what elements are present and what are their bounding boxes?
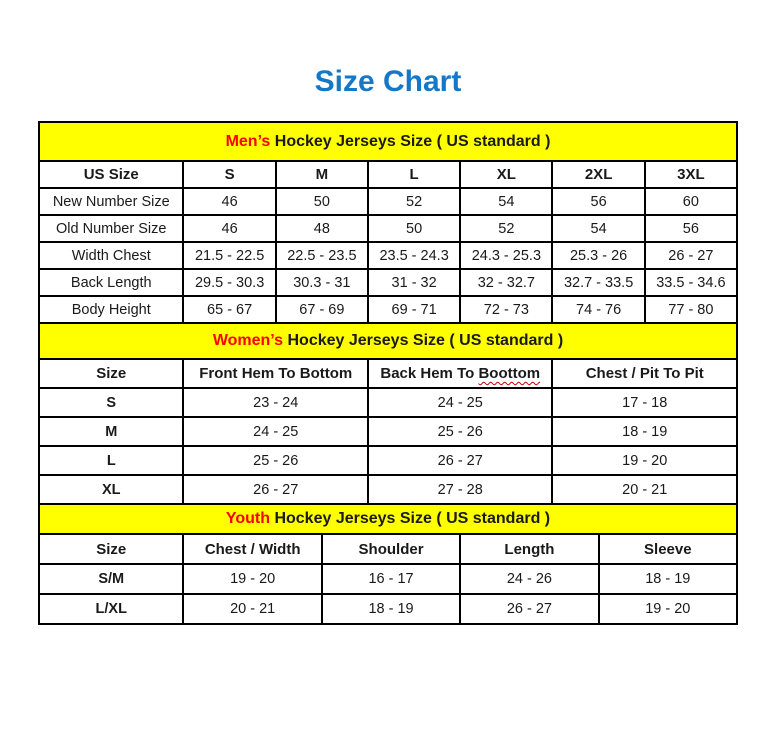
mens-banner-highlight: Men’s bbox=[225, 132, 271, 150]
size-value-cell: 65 - 67 bbox=[183, 296, 275, 323]
table-row bbox=[39, 188, 737, 215]
column-header-s: S bbox=[183, 161, 275, 188]
size-value-cell: 17 - 18 bbox=[552, 388, 737, 417]
size-value-cell: 54 bbox=[552, 215, 644, 242]
row-label: Width Chest bbox=[39, 242, 183, 269]
size-value-cell: 23.5 - 24.3 bbox=[368, 242, 460, 269]
youth-banner-rest: Hockey Jerseys Size ( US standard ) bbox=[270, 510, 551, 527]
size-value-cell: 26 - 27 bbox=[645, 242, 737, 269]
column-header-size: Size bbox=[39, 359, 183, 388]
back-hem-misspelled-word: Boottom bbox=[478, 365, 541, 382]
size-value-cell: 77 - 80 bbox=[645, 296, 737, 323]
youth-header-row bbox=[39, 534, 737, 564]
womens-size-table bbox=[38, 322, 738, 505]
size-value-cell: 52 bbox=[368, 188, 460, 215]
womens-banner-rest: Hockey Jerseys Size ( US standard ) bbox=[283, 332, 564, 349]
size-value-cell: 74 - 76 bbox=[552, 296, 644, 323]
row-label: Body Height bbox=[39, 296, 183, 323]
size-value-cell: 25 - 26 bbox=[183, 446, 368, 475]
mens-banner-rest: Hockey Jerseys Size ( US standard ) bbox=[270, 132, 551, 150]
row-label: M bbox=[39, 417, 183, 446]
size-value-cell: 16 - 17 bbox=[322, 564, 460, 594]
size-value-cell: 52 bbox=[460, 215, 552, 242]
size-value-cell: 24.3 - 25.3 bbox=[460, 242, 552, 269]
row-label: New Number Size bbox=[39, 188, 183, 215]
row-label: Old Number Size bbox=[39, 215, 183, 242]
size-value-cell: 26 - 27 bbox=[368, 446, 553, 475]
womens-section-banner bbox=[39, 323, 737, 359]
size-value-cell: 27 - 28 bbox=[368, 475, 553, 504]
size-value-cell: 48 bbox=[276, 215, 368, 242]
column-header-m: M bbox=[276, 161, 368, 188]
table-row bbox=[39, 594, 737, 624]
column-header-chest-pit: Chest / Pit To Pit bbox=[552, 359, 737, 388]
table-row bbox=[39, 475, 737, 504]
size-value-cell: 50 bbox=[276, 188, 368, 215]
size-value-cell: 54 bbox=[460, 188, 552, 215]
youth-size-table bbox=[38, 503, 738, 625]
size-value-cell: 25 - 26 bbox=[368, 417, 553, 446]
womens-header-row bbox=[39, 359, 737, 388]
size-value-cell: 46 bbox=[183, 215, 275, 242]
size-value-cell: 18 - 19 bbox=[322, 594, 460, 624]
size-value-cell: 30.3 - 31 bbox=[276, 269, 368, 296]
table-row bbox=[39, 296, 737, 323]
size-value-cell: 50 bbox=[368, 215, 460, 242]
size-value-cell: 23 - 24 bbox=[183, 388, 368, 417]
size-value-cell: 31 - 32 bbox=[368, 269, 460, 296]
size-value-cell: 69 - 71 bbox=[368, 296, 460, 323]
size-value-cell: 29.5 - 30.3 bbox=[183, 269, 275, 296]
size-value-cell: 22.5 - 23.5 bbox=[276, 242, 368, 269]
size-value-cell: 32.7 - 33.5 bbox=[552, 269, 644, 296]
column-header-2xl: 2XL bbox=[552, 161, 644, 188]
column-header-front-hem: Front Hem To Bottom bbox=[183, 359, 368, 388]
column-header-shoulder: Shoulder bbox=[322, 534, 460, 564]
size-value-cell: 26 - 27 bbox=[183, 475, 368, 504]
size-value-cell: 56 bbox=[645, 215, 737, 242]
row-label: S/M bbox=[39, 564, 183, 594]
size-value-cell: 20 - 21 bbox=[183, 594, 321, 624]
table-row bbox=[39, 446, 737, 475]
youth-section-banner bbox=[39, 504, 737, 534]
size-value-cell: 18 - 19 bbox=[599, 564, 737, 594]
table-row bbox=[39, 564, 737, 594]
size-value-cell: 18 - 19 bbox=[552, 417, 737, 446]
table-row bbox=[39, 215, 737, 242]
womens-banner-label bbox=[39, 323, 737, 359]
womens-banner-highlight: Women’s bbox=[212, 332, 284, 349]
table-row bbox=[39, 242, 737, 269]
size-value-cell: 60 bbox=[645, 188, 737, 215]
size-value-cell: 19 - 20 bbox=[599, 594, 737, 624]
column-header-back-hem bbox=[368, 359, 553, 388]
size-value-cell: 56 bbox=[552, 188, 644, 215]
column-header-3xl: 3XL bbox=[645, 161, 737, 188]
row-label: S bbox=[39, 388, 183, 417]
mens-header-row bbox=[39, 161, 737, 188]
column-header-xl: XL bbox=[460, 161, 552, 188]
youth-banner-label bbox=[39, 504, 737, 534]
column-header-length: Length bbox=[460, 534, 598, 564]
size-value-cell: 24 - 25 bbox=[183, 417, 368, 446]
size-chart-page bbox=[0, 64, 776, 756]
size-value-cell: 20 - 21 bbox=[552, 475, 737, 504]
size-value-cell: 24 - 25 bbox=[368, 388, 553, 417]
row-label: L bbox=[39, 446, 183, 475]
mens-banner-label bbox=[39, 122, 737, 161]
row-label: L/XL bbox=[39, 594, 183, 624]
column-header-us-size: US Size bbox=[39, 161, 183, 188]
column-header-sleeve: Sleeve bbox=[599, 534, 737, 564]
mens-size-table bbox=[38, 121, 738, 324]
size-value-cell: 24 - 26 bbox=[460, 564, 598, 594]
column-header-l: L bbox=[368, 161, 460, 188]
page-title: Size Chart bbox=[314, 65, 462, 98]
size-value-cell: 21.5 - 22.5 bbox=[183, 242, 275, 269]
size-value-cell: 19 - 20 bbox=[552, 446, 737, 475]
column-header-size: Size bbox=[39, 534, 183, 564]
size-value-cell: 32 - 32.7 bbox=[460, 269, 552, 296]
size-value-cell: 67 - 69 bbox=[276, 296, 368, 323]
size-value-cell: 25.3 - 26 bbox=[552, 242, 644, 269]
table-row bbox=[39, 417, 737, 446]
size-value-cell: 33.5 - 34.6 bbox=[645, 269, 737, 296]
size-value-cell: 72 - 73 bbox=[460, 296, 552, 323]
back-hem-prefix: Back Hem To bbox=[380, 365, 479, 382]
mens-section-banner bbox=[39, 122, 737, 161]
table-row bbox=[39, 388, 737, 417]
size-value-cell: 46 bbox=[183, 188, 275, 215]
size-value-cell: 19 - 20 bbox=[183, 564, 321, 594]
column-header-chest-width: Chest / Width bbox=[183, 534, 321, 564]
size-chart-container bbox=[38, 121, 738, 625]
table-row bbox=[39, 269, 737, 296]
youth-banner-highlight: Youth bbox=[225, 510, 270, 527]
row-label: XL bbox=[39, 475, 183, 504]
row-label: Back Length bbox=[39, 269, 183, 296]
size-value-cell: 26 - 27 bbox=[460, 594, 598, 624]
